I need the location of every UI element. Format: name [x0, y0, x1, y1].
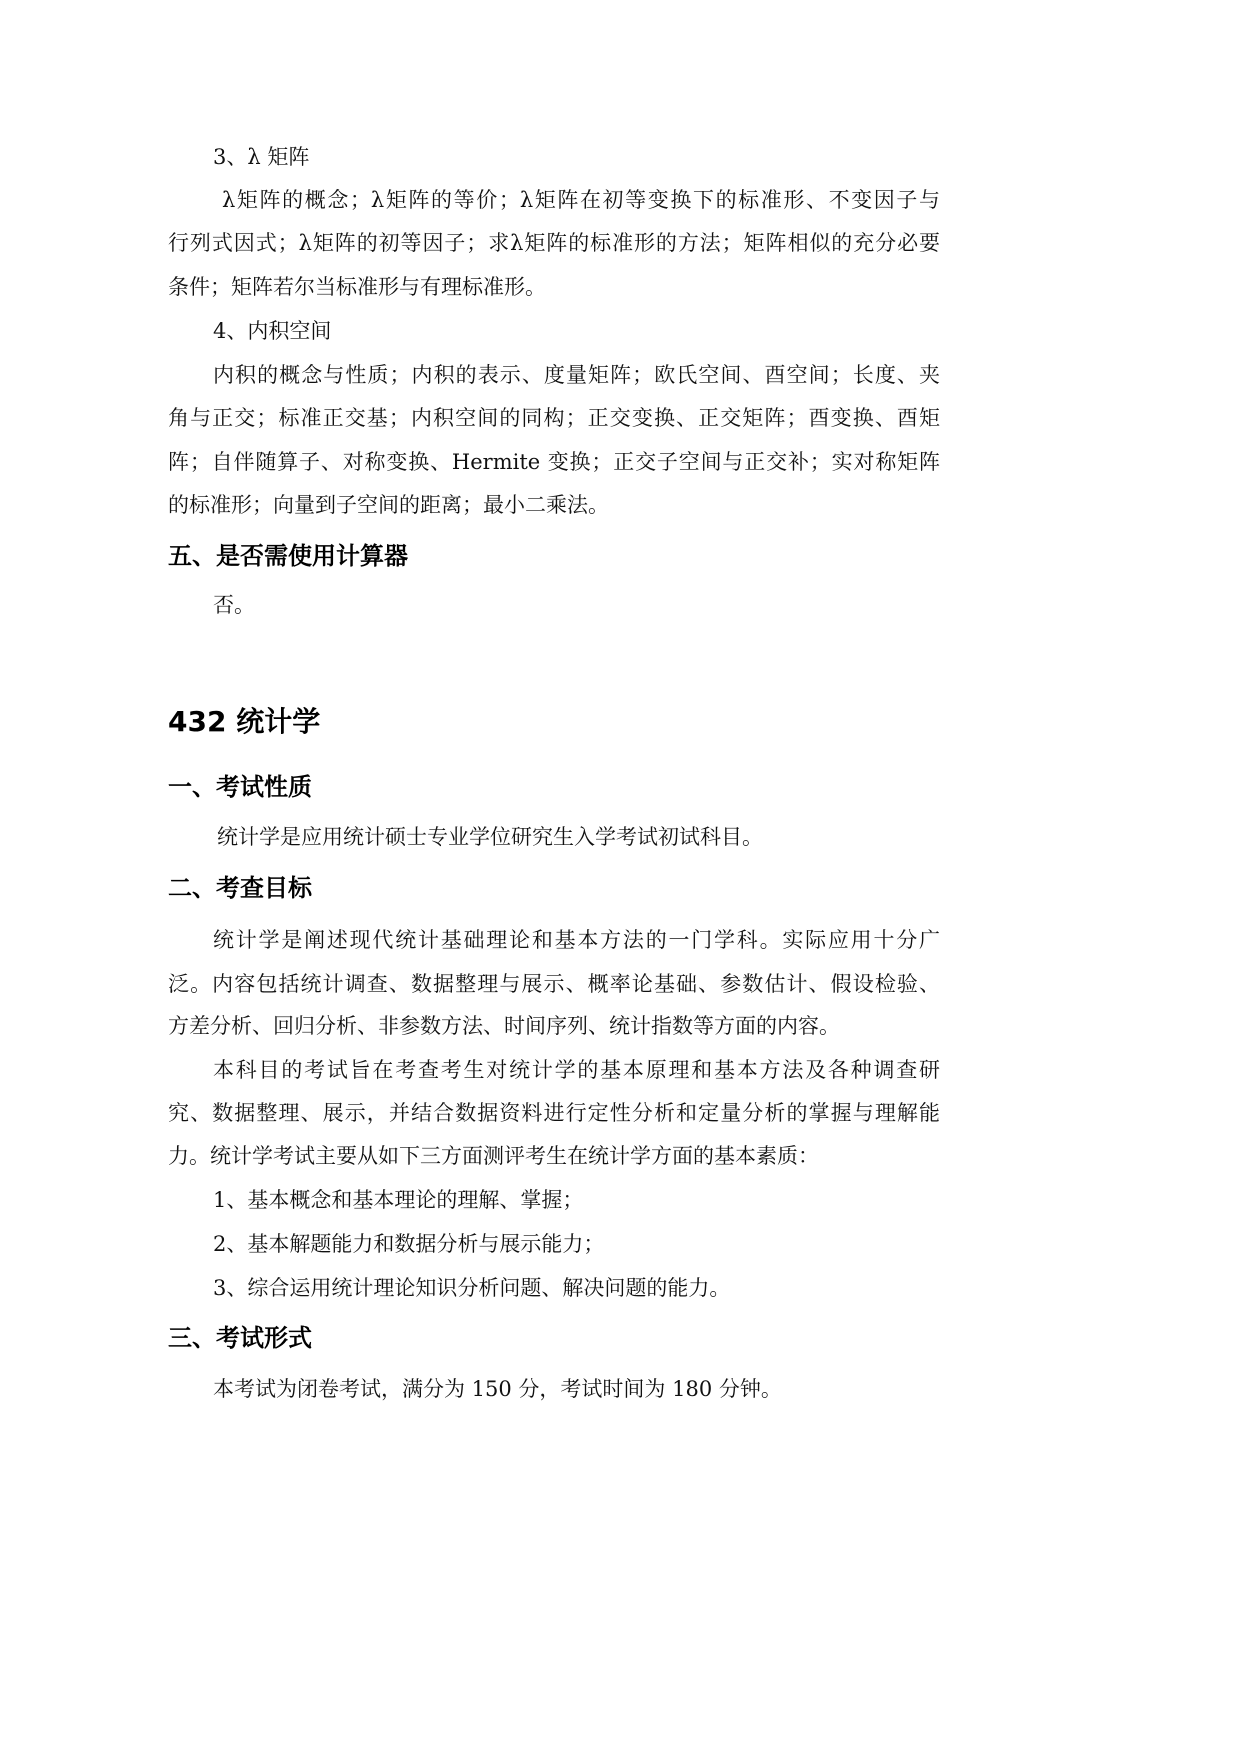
section-heading-exam-nature: 一、考试性质: [168, 773, 312, 801]
section-heading-exam-objectives: 二、考查目标: [168, 874, 312, 902]
list-item: 3、综合运用统计理论知识分析问题、解决问题的能力。: [213, 1276, 731, 1300]
paragraph-line: 角与正交；标准正交基；内积空间的同构；正交变换、正交矩阵；酉变换、酉矩: [168, 406, 940, 430]
paragraph-line: 泛。内容包括统计调查、数据整理与展示、概率论基础、参数估计、假设检验、: [168, 972, 940, 996]
paragraph-line: 究、数据整理、展示，并结合数据资料进行定性分析和定量分析的掌握与理解能: [168, 1101, 940, 1125]
section-heading-calculator: 五、是否需使用计算器: [168, 542, 408, 570]
paragraph-line: λ矩阵的概念；λ矩阵的等价；λ矩阵在初等变换下的标准形、不变因子与: [222, 188, 940, 212]
paragraph-line: 统计学是阐述现代统计基础理论和基本方法的一门学科。实际应用十分广: [213, 928, 940, 952]
paragraph-line: 阵；自伴随算子、对称变换、Hermite 变换；正交子空间与正交补；实对称矩阵: [168, 450, 940, 474]
paragraph-line: 力。统计学考试主要从如下三方面测评考生在统计学方面的基本素质：: [168, 1144, 819, 1168]
section-body-calculator: 否。: [213, 593, 255, 617]
paragraph-line: 本科目的考试旨在考查考生对统计学的基本原理和基本方法及各种调查研: [213, 1058, 940, 1082]
list-item: 1、基本概念和基本理论的理解、掌握；: [213, 1188, 584, 1212]
subsection-title-lambda-matrix: 3、λ 矩阵: [213, 145, 310, 169]
list-item: 2、基本解题能力和数据分析与展示能力；: [213, 1232, 605, 1256]
paragraph-line: 内积的概念与性质；内积的表示、度量矩阵；欧氏空间、酉空间；长度、夹: [213, 363, 940, 387]
paragraph-line: 条件；矩阵若尔当标准形与有理标准形。: [168, 275, 546, 299]
section-body-exam-format: 本考试为闭卷考试，满分为 150 分，考试时间为 180 分钟。: [213, 1377, 782, 1401]
section-heading-exam-format: 三、考试形式: [168, 1324, 312, 1352]
paragraph-line: 方差分析、回归分析、非参数方法、时间序列、统计指数等方面的内容。: [168, 1014, 840, 1038]
paragraph-line: 的标准形；向量到子空间的距离；最小二乘法。: [168, 493, 609, 517]
paragraph-line: 行列式因式；λ矩阵的初等因子；求λ矩阵的标准形的方法；矩阵相似的充分必要: [168, 231, 940, 255]
section-body-exam-nature: 统计学是应用统计硕士专业学位研究生入学考试初试科目。: [217, 825, 763, 849]
subject-title: 432 统计学: [168, 705, 321, 738]
subsection-title-inner-product-space: 4、内积空间: [213, 319, 332, 343]
